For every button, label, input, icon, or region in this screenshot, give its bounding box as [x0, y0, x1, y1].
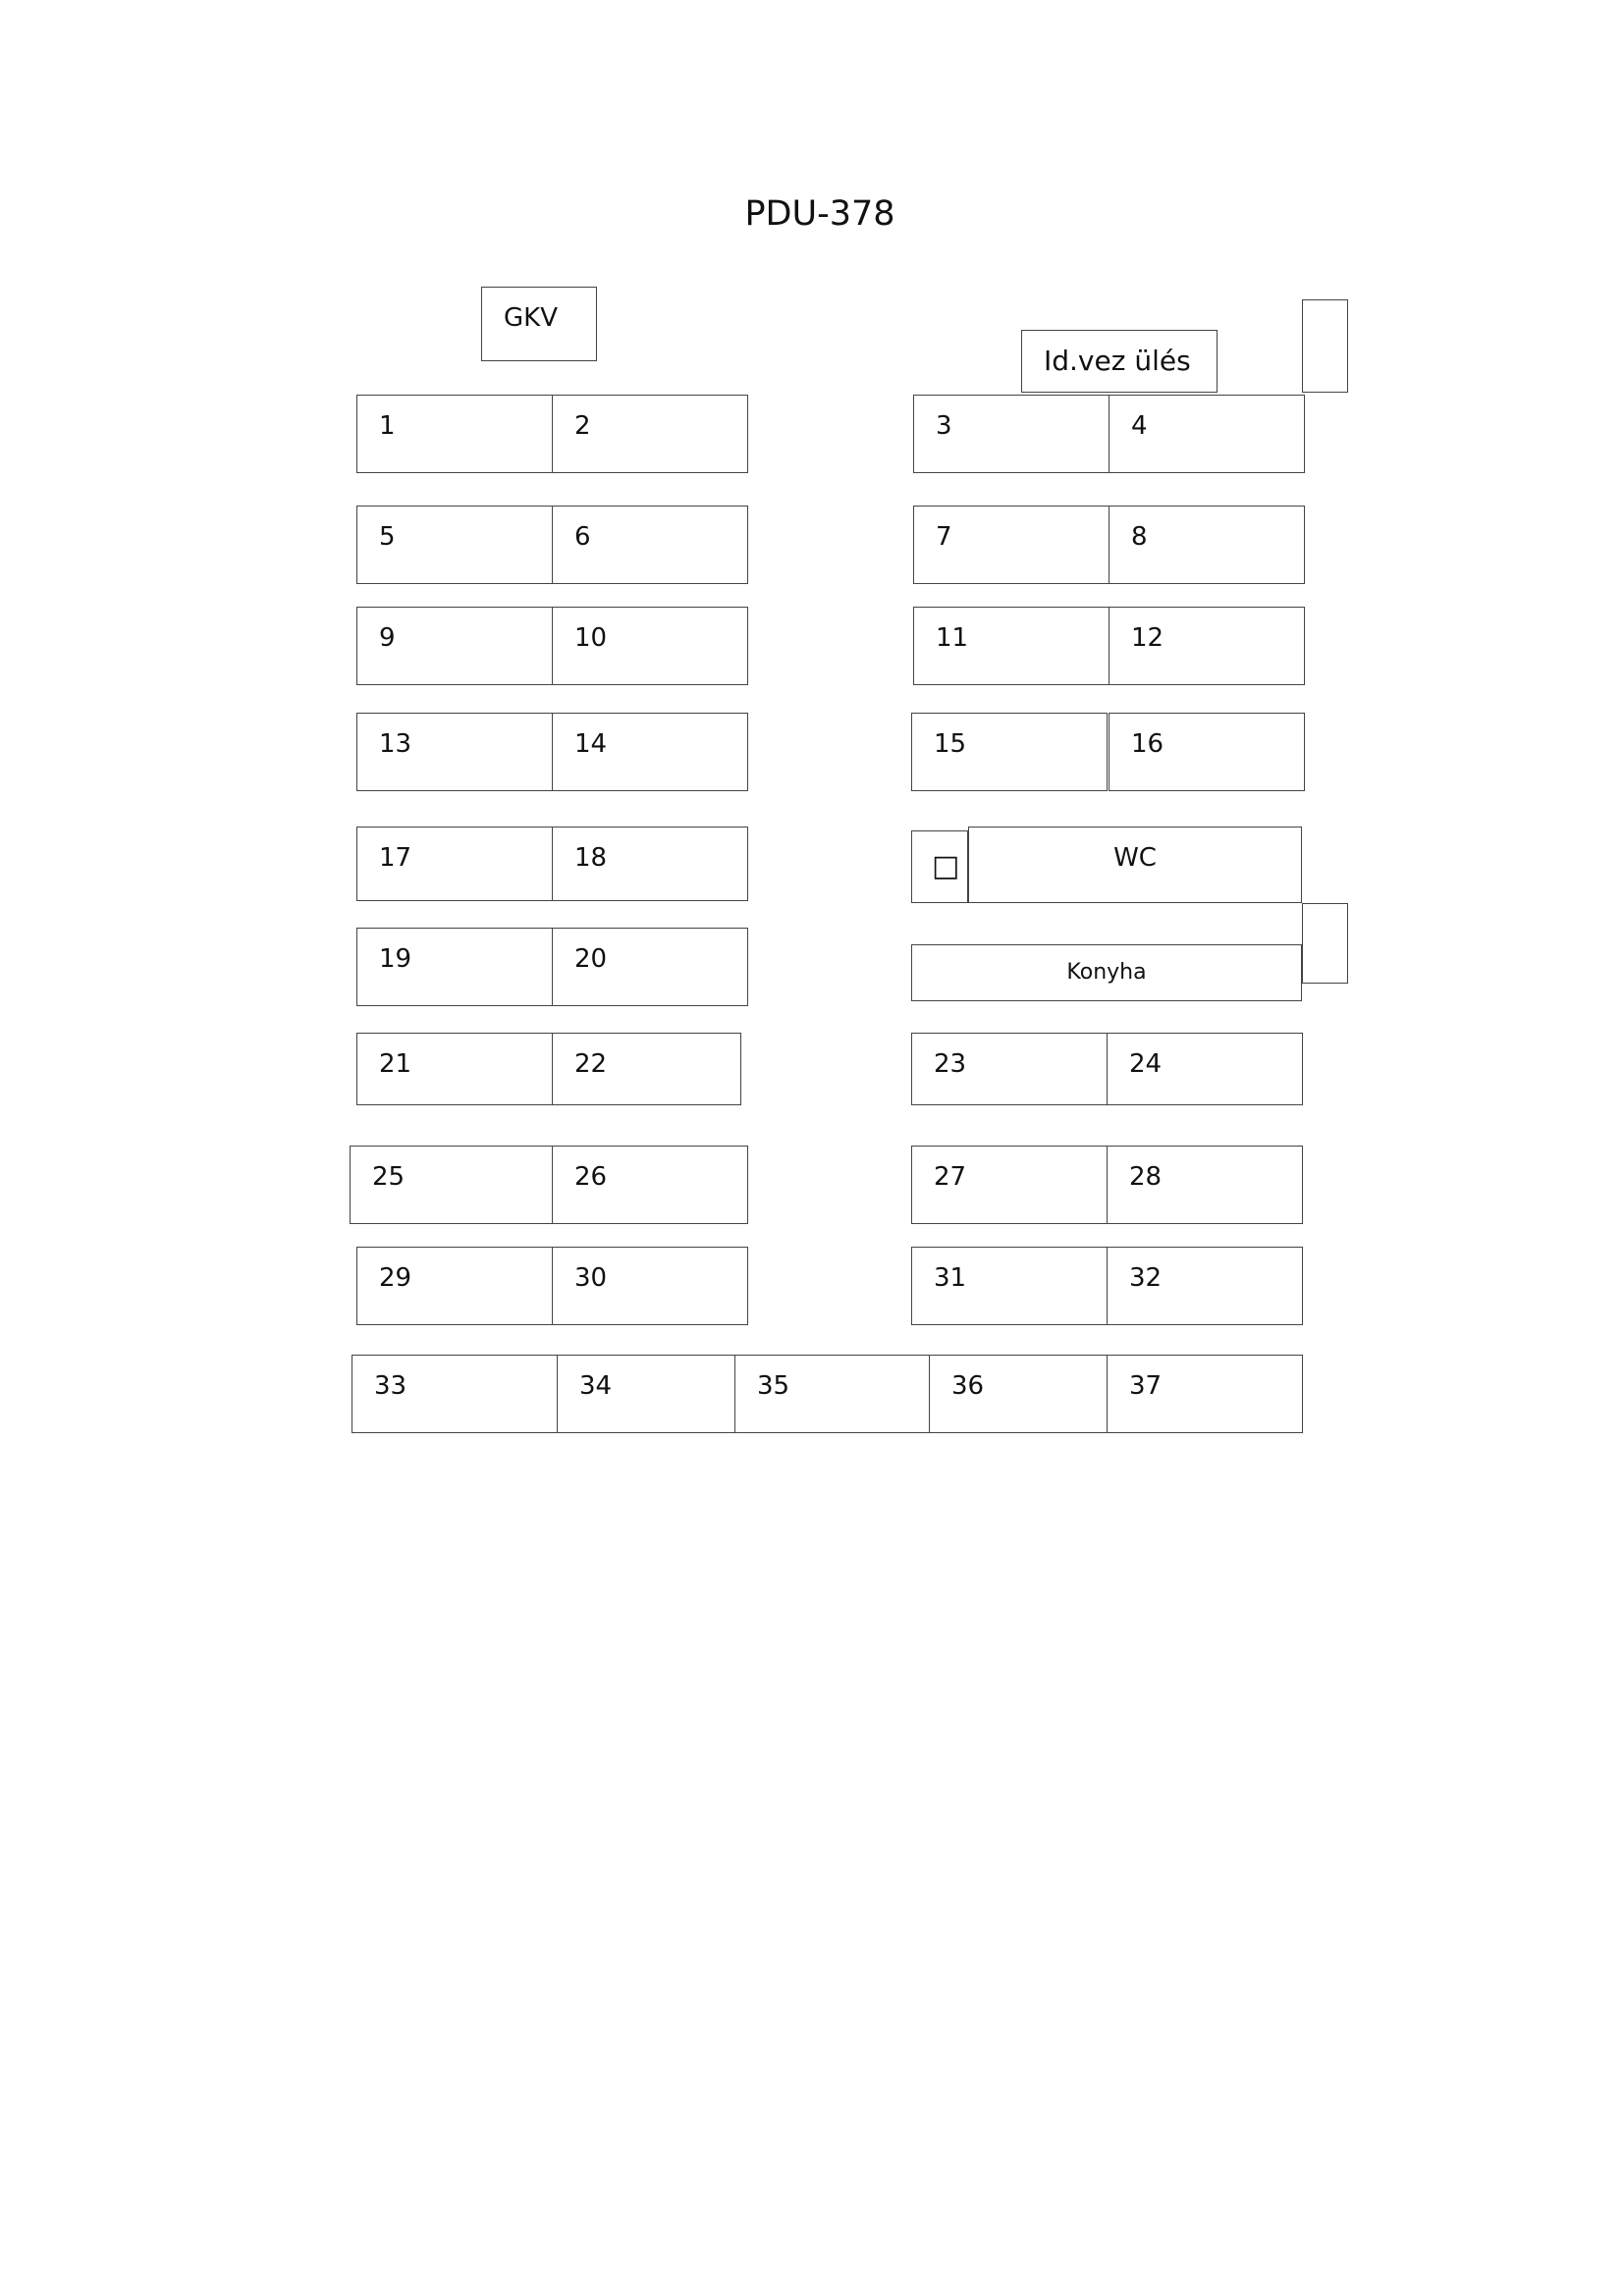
seat[interactable] [911, 1033, 1108, 1105]
seat[interactable] [350, 1146, 553, 1224]
seat-number: 26 [574, 1162, 608, 1192]
seat[interactable] [356, 827, 553, 901]
seat[interactable] [356, 1247, 553, 1325]
kitchen-label: Konyha [1066, 960, 1147, 985]
seat-number: 31 [934, 1263, 967, 1293]
wc-icon-box [911, 830, 968, 903]
gkv-label: GKV [504, 303, 558, 333]
seat-number: 37 [1129, 1371, 1163, 1401]
idvez-seat-box [1021, 330, 1218, 393]
seat[interactable] [911, 1247, 1108, 1325]
seat-number: 15 [934, 729, 967, 759]
seat[interactable] [552, 1247, 748, 1325]
seat-number: 19 [379, 944, 412, 974]
seat-number: 33 [374, 1371, 407, 1401]
seat-number: 3 [936, 411, 952, 441]
seat-number: 25 [372, 1162, 406, 1192]
seat-number: 18 [574, 843, 608, 873]
seat-number: 4 [1131, 411, 1148, 441]
seat[interactable] [911, 1146, 1108, 1224]
seat[interactable] [552, 395, 748, 473]
seat[interactable] [552, 1146, 748, 1224]
seat[interactable] [734, 1355, 930, 1433]
seat-number: 24 [1129, 1049, 1163, 1079]
wc-box [968, 827, 1302, 903]
seat[interactable] [1107, 1146, 1303, 1224]
seat[interactable] [356, 395, 553, 473]
seat-number: 20 [574, 944, 608, 974]
seat[interactable] [552, 928, 748, 1006]
seat[interactable] [356, 713, 553, 791]
seat[interactable] [356, 928, 553, 1006]
seat[interactable] [913, 607, 1110, 685]
seat-number: 12 [1131, 623, 1164, 653]
seat-number: 36 [951, 1371, 985, 1401]
seat[interactable] [1107, 1355, 1303, 1433]
seat[interactable] [1109, 713, 1305, 791]
door-top-box [1302, 299, 1348, 393]
seat[interactable] [552, 1033, 741, 1105]
seat-number: 30 [574, 1263, 608, 1293]
idvez-label: Id.vez ülés [1044, 345, 1191, 377]
seat[interactable] [913, 395, 1110, 473]
wc-label: WC [1113, 843, 1157, 873]
seat[interactable] [911, 713, 1108, 791]
seat-number: 28 [1129, 1162, 1163, 1192]
seat-number: 9 [379, 623, 396, 653]
seat[interactable] [352, 1355, 558, 1433]
seat[interactable] [356, 506, 553, 584]
seat-number: 1 [379, 411, 396, 441]
seat[interactable] [1109, 607, 1305, 685]
seat-number: 8 [1131, 522, 1148, 552]
seat[interactable] [552, 607, 748, 685]
seat-number: 29 [379, 1263, 412, 1293]
seat[interactable] [1107, 1033, 1303, 1105]
seat-number: 17 [379, 843, 412, 873]
seat-number: 23 [934, 1049, 967, 1079]
wc-icon: □ [932, 849, 960, 883]
seat[interactable] [356, 1033, 553, 1105]
seat[interactable] [929, 1355, 1108, 1433]
seat-number: 2 [574, 411, 591, 441]
seat[interactable] [1107, 1247, 1303, 1325]
seat-number: 14 [574, 729, 608, 759]
seat-number: 13 [379, 729, 412, 759]
seat[interactable] [356, 607, 553, 685]
seat-number: 35 [757, 1371, 790, 1401]
seat-number: 34 [579, 1371, 613, 1401]
seat-number: 5 [379, 522, 396, 552]
seat[interactable] [552, 506, 748, 584]
seat-number: 10 [574, 623, 608, 653]
seat-number: 27 [934, 1162, 967, 1192]
seat-number: 32 [1129, 1263, 1163, 1293]
seat[interactable] [1109, 395, 1305, 473]
seat[interactable] [913, 506, 1110, 584]
seat[interactable] [1109, 506, 1305, 584]
seat-number: 6 [574, 522, 591, 552]
gkv-box [481, 287, 597, 361]
seat-number: 11 [936, 623, 969, 653]
seat[interactable] [557, 1355, 735, 1433]
seat[interactable] [552, 713, 748, 791]
seat-number: 16 [1131, 729, 1164, 759]
seat-number: 22 [574, 1049, 608, 1079]
door-mid-box [1302, 903, 1348, 984]
seat-number: 7 [936, 522, 952, 552]
seat[interactable] [552, 827, 748, 901]
page-title: PDU-378 [744, 194, 895, 234]
kitchen-box [911, 944, 1302, 1001]
seat-number: 21 [379, 1049, 412, 1079]
